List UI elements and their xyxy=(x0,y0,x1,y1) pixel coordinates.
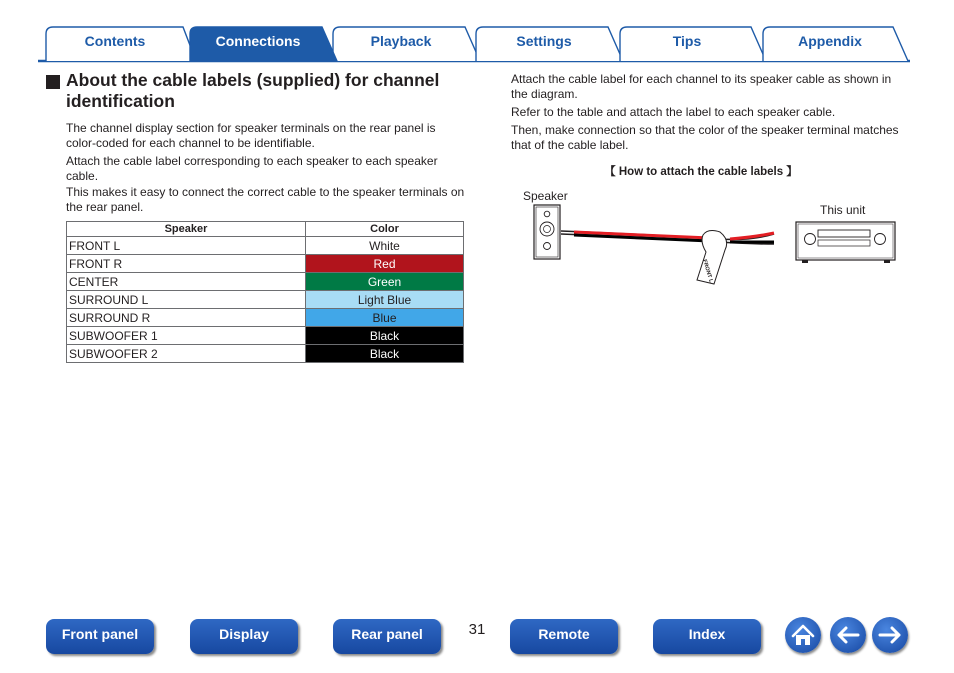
speaker-cell: SUBWOOFER 2 xyxy=(67,345,306,363)
av-receiver-icon xyxy=(796,222,895,263)
speaker-label: Speaker xyxy=(523,189,568,203)
speaker-cell: SURROUND R xyxy=(67,309,306,327)
table-header-color: Color xyxy=(306,222,464,237)
home-button[interactable] xyxy=(785,617,821,653)
tab-settings[interactable]: Settings xyxy=(516,33,572,49)
forward-arrow-icon xyxy=(872,617,908,653)
cable-label-tag-text: FRONT L xyxy=(701,258,714,284)
speaker-cell: FRONT L xyxy=(67,237,306,255)
right-paragraph-1: Attach the cable label for each channel to its speaker cable as shown in the diagram. xyxy=(511,72,892,101)
forward-button[interactable] xyxy=(872,617,908,653)
rear-panel-button[interactable]: Rear panel xyxy=(333,619,441,654)
left-paragraph-3: This makes it easy to connect the correct cable to the speaker terminals on the rear panel. xyxy=(66,185,465,214)
color-cell: Light Blue xyxy=(306,291,464,309)
table-row xyxy=(67,345,464,363)
index-button[interactable]: Index xyxy=(653,619,761,654)
table-row xyxy=(67,273,464,291)
speaker-cell: SURROUND L xyxy=(67,291,306,309)
speaker-icon xyxy=(534,205,560,259)
section-heading-text: About the cable labels (supplied) for channel identification xyxy=(66,70,440,111)
table-header-row xyxy=(67,222,464,237)
table-row xyxy=(67,255,464,273)
tab-connections[interactable]: Connections xyxy=(215,33,301,49)
tab-playback[interactable]: Playback xyxy=(370,33,432,49)
speaker-cell: FRONT R xyxy=(67,255,306,273)
table-row xyxy=(67,327,464,345)
table-row xyxy=(67,237,464,255)
remote-button[interactable]: Remote xyxy=(510,619,618,654)
front-panel-button[interactable]: Front panel xyxy=(46,619,154,654)
table-row xyxy=(67,309,464,327)
right-paragraph-3: Then, make connection so that the color of the speaker terminal matches that of the cable label. xyxy=(511,123,899,152)
color-cell: Green xyxy=(306,273,464,291)
speaker-cable xyxy=(561,231,774,244)
left-paragraph-1: The channel display section for speaker terminals on the rear panel is color-coded for each channel to be identifiable. xyxy=(66,121,436,150)
color-cell: Black xyxy=(306,327,464,345)
tab-bar-shapes xyxy=(0,0,954,64)
heading-square-icon xyxy=(46,75,60,89)
color-cell: Blue xyxy=(306,309,464,327)
back-button[interactable] xyxy=(830,617,866,653)
color-cell: Black xyxy=(306,345,464,363)
unit-label: This unit xyxy=(820,203,866,217)
right-paragraph-2: Refer to the table and attach the label to each speaker cable. xyxy=(511,105,836,119)
table-header-speaker: Speaker xyxy=(67,222,306,237)
tab-contents[interactable]: Contents xyxy=(84,33,146,49)
tab-tips[interactable]: Tips xyxy=(672,33,702,49)
tab-appendix[interactable]: Appendix xyxy=(798,33,862,49)
home-icon xyxy=(785,617,821,653)
display-button[interactable]: Display xyxy=(190,619,298,654)
page-number: 31 xyxy=(468,621,486,638)
cable-label-diagram xyxy=(520,200,900,290)
speaker-color-table xyxy=(66,221,464,363)
back-arrow-icon xyxy=(830,617,866,653)
color-cell: White xyxy=(306,237,464,255)
speaker-cell: SUBWOOFER 1 xyxy=(67,327,306,345)
color-cell: Red xyxy=(306,255,464,273)
diagram-title: 【 How to attach the cable labels 】 xyxy=(604,166,798,178)
left-paragraph-2: Attach the cable label corresponding to each speaker to each speaker cable. xyxy=(66,154,438,183)
top-tab-bar xyxy=(0,0,954,64)
table-row xyxy=(67,291,464,309)
speaker-cell: CENTER xyxy=(67,273,306,291)
table-body xyxy=(67,237,464,363)
